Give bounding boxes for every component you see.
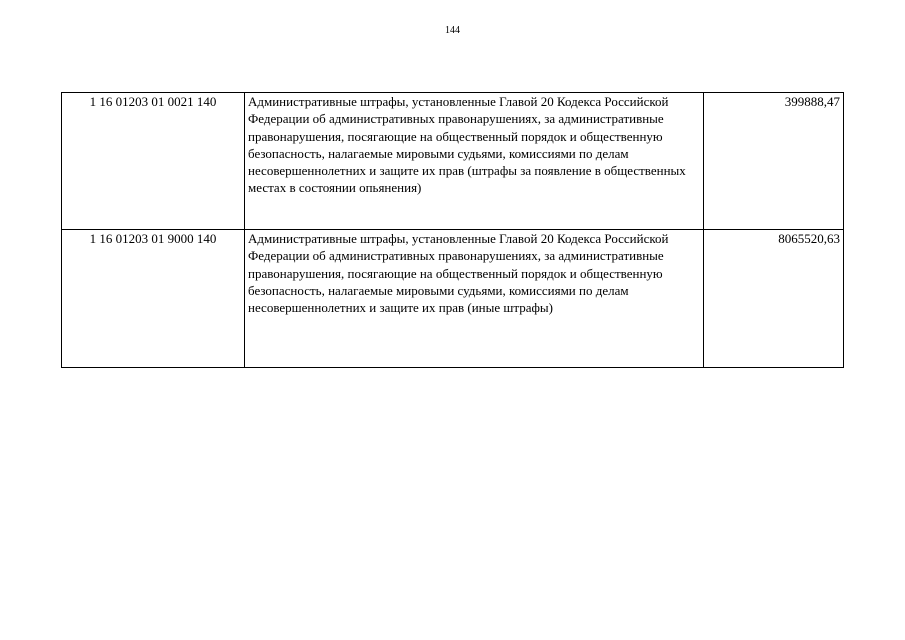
table-row [62, 230, 844, 368]
budget-code-cell: 1 16 01203 01 0021 140 [62, 93, 245, 230]
page-number: 144 [445, 25, 460, 36]
table-row [62, 93, 844, 230]
budget-code-cell: 1 16 01203 01 9000 140 [62, 230, 245, 368]
description-cell: Административные штрафы, установленные Главой 20 Кодекса Российской Федерации об административных правонарушениях, за административные правонарушения, посягающие на общественный порядок и общественную безопасность, налагаемые мировыми судьями, комиссиями по делам несовершеннолетних и защите их прав (иные штрафы) [245, 230, 704, 368]
amount-cell: 8065520,63 [704, 230, 844, 368]
amount-cell: 399888,47 [704, 93, 844, 230]
description-cell: Административные штрафы, установленные Главой 20 Кодекса Российской Федерации об административных правонарушениях, за административные правонарушения, посягающие на общественный порядок и общественную безопасность, налагаемые мировыми судьями, комиссиями по делам несовершеннолетних и защите их прав (штрафы за появление в общественных местах в состоянии опьянения) [245, 93, 704, 230]
revenue-table [61, 92, 844, 368]
